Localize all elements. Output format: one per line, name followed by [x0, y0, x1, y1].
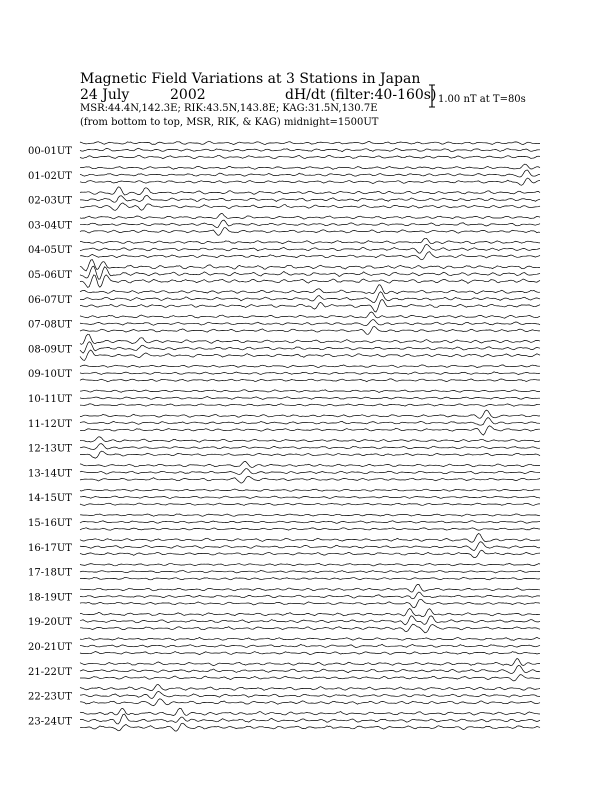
row-label-23-24UT: 23-24UT	[28, 716, 72, 728]
row-label-06-07UT: 06-07UT	[28, 294, 72, 306]
trace-15-16UT-MSR	[80, 528, 540, 531]
trace-19-20UT-MSR	[80, 624, 540, 633]
trace-11-12UT-KAG	[80, 410, 540, 418]
trace-03-04UT-RIK	[80, 220, 540, 227]
row-label-00-01UT: 00-01UT	[28, 146, 72, 157]
trace-12-13UT-RIK	[80, 444, 540, 450]
trace-14-15UT-MSR	[80, 503, 540, 505]
trace-15-16UT-RIK	[80, 521, 540, 524]
trace-20-21UT-MSR	[80, 652, 540, 655]
trace-21-22UT-RIK	[80, 665, 540, 673]
trace-02-03UT-MSR	[80, 203, 540, 211]
trace-10-11UT-RIK	[80, 397, 540, 400]
trace-08-09UT-RIK	[80, 342, 540, 353]
trace-07-08UT-RIK	[80, 320, 540, 326]
trace-06-07UT-MSR	[80, 299, 540, 312]
trace-16-17UT-MSR	[80, 550, 540, 557]
trace-15-16UT-KAG	[80, 514, 540, 516]
station-order-note: (from bottom to top, MSR, RIK, & KAG) midnight=1500UT	[80, 117, 379, 128]
trace-18-19UT-KAG	[80, 584, 540, 592]
row-label-04-05UT: 04-05UT	[28, 245, 72, 257]
row-label-13-14UT: 13-14UT	[28, 468, 72, 480]
row-label-19-20UT: 19-20UT	[28, 617, 72, 629]
trace-05-06UT-RIK	[80, 266, 540, 279]
trace-07-08UT-KAG	[80, 312, 540, 318]
row-label-09-10UT: 09-10UT	[28, 369, 72, 381]
row-label-08-09UT: 08-09UT	[28, 344, 72, 356]
row-label-15-16UT: 15-16UT	[28, 518, 72, 529]
trace-13-14UT-KAG	[80, 461, 540, 467]
row-label-10-11UT: 10-11UT	[28, 394, 72, 405]
row-label-02-03UT: 02-03UT	[28, 195, 72, 207]
scale-label: 1.00 nT at T=80s	[438, 94, 526, 105]
trace-03-04UT-MSR	[80, 228, 540, 236]
row-label-16-17UT: 16-17UT	[28, 542, 72, 554]
trace-17-18UT-KAG	[80, 563, 540, 566]
trace-23-24UT-KAG	[80, 708, 540, 715]
row-label-20-21UT: 20-21UT	[28, 642, 72, 653]
trace-16-17UT-RIK	[80, 542, 540, 551]
trace-04-05UT-KAG	[80, 238, 540, 244]
trace-01-02UT-MSR	[80, 178, 540, 185]
trace-00-01UT-MSR	[80, 155, 540, 158]
trace-20-21UT-RIK	[80, 644, 540, 647]
trace-02-03UT-RIK	[80, 196, 540, 203]
row-label-17-18UT: 17-18UT	[28, 567, 72, 579]
trace-14-15UT-KAG	[80, 489, 540, 491]
trace-17-18UT-RIK	[80, 570, 540, 573]
trace-21-22UT-MSR	[80, 675, 540, 681]
trace-04-05UT-RIK	[80, 244, 540, 253]
station-coordinates: MSR:44.4N,142.3E; RIK:43.5N,143.8E; KAG:31.5N,130.7E	[80, 103, 378, 114]
trace-21-22UT-KAG	[80, 659, 540, 666]
trace-16-17UT-KAG	[80, 534, 540, 543]
trace-08-09UT-MSR	[80, 350, 540, 360]
row-label-05-06UT: 05-06UT	[28, 270, 72, 281]
trace-02-03UT-KAG	[80, 187, 540, 195]
row-label-14-15UT: 14-15UT	[28, 493, 72, 505]
trace-07-08UT-MSR	[80, 326, 540, 334]
trace-22-23UT-MSR	[80, 699, 540, 706]
trace-18-19UT-MSR	[80, 599, 540, 608]
trace-11-12UT-RIK	[80, 418, 540, 426]
trace-19-20UT-KAG	[80, 609, 540, 617]
row-label-03-04UT: 03-04UT	[28, 220, 72, 232]
row-label-18-19UT: 18-19UT	[28, 592, 72, 604]
row-label-11-12UT: 11-12UT	[28, 418, 72, 430]
trace-17-18UT-MSR	[80, 577, 540, 580]
trace-12-13UT-KAG	[80, 437, 540, 442]
chart-date: 24 July	[80, 87, 130, 103]
trace-14-15UT-RIK	[80, 496, 540, 498]
trace-01-02UT-KAG	[80, 164, 540, 169]
trace-11-12UT-MSR	[80, 426, 540, 435]
trace-13-14UT-MSR	[80, 476, 540, 483]
trace-22-23UT-KAG	[80, 685, 540, 691]
trace-09-10UT-MSR	[80, 379, 540, 382]
trace-13-14UT-RIK	[80, 469, 540, 475]
trace-09-10UT-RIK	[80, 372, 540, 375]
chart-year: 2002	[170, 87, 206, 103]
row-label-01-02UT: 01-02UT	[28, 170, 72, 182]
row-label-22-23UT: 22-23UT	[28, 691, 72, 703]
trace-09-10UT-KAG	[80, 365, 540, 368]
trace-22-23UT-RIK	[80, 691, 540, 698]
trace-00-01UT-RIK	[80, 148, 540, 151]
trace-10-11UT-KAG	[80, 390, 540, 393]
trace-00-01UT-KAG	[80, 141, 540, 144]
chart-title: Magnetic Field Variations at 3 Stations in Japan	[80, 71, 421, 87]
row-label-07-08UT: 07-08UT	[28, 319, 72, 331]
trace-08-09UT-KAG	[80, 334, 540, 344]
trace-23-24UT-RIK	[80, 714, 540, 724]
trace-20-21UT-KAG	[80, 637, 540, 640]
trace-05-06UT-MSR	[80, 275, 540, 288]
trace-12-13UT-MSR	[80, 451, 540, 458]
trace-23-24UT-MSR	[80, 723, 540, 731]
trace-10-11UT-MSR	[80, 404, 540, 406]
trace-18-19UT-RIK	[80, 592, 540, 599]
trace-01-02UT-RIK	[80, 170, 540, 177]
trace-05-06UT-KAG	[80, 260, 540, 271]
chart-quantity-filter: dH/dt (filter:40-160s)	[285, 87, 437, 103]
trace-06-07UT-KAG	[80, 285, 540, 294]
trace-19-20UT-RIK	[80, 616, 540, 625]
trace-03-04UT-KAG	[80, 214, 540, 220]
row-label-12-13UT: 12-13UT	[28, 443, 72, 455]
trace-06-07UT-RIK	[80, 292, 540, 303]
row-label-21-22UT: 21-22UT	[28, 666, 72, 678]
trace-04-05UT-MSR	[80, 252, 540, 260]
